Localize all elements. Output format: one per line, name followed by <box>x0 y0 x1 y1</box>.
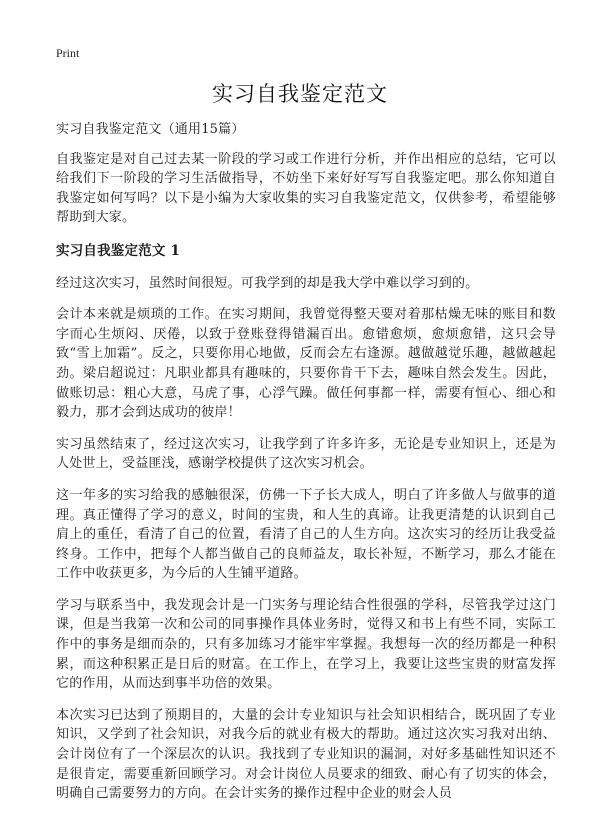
body-paragraph-3: 实习虽然结束了，经过这次实习，让我学到了许多许多，无论是专业知识上，还是为人处世上，受益匪浅，感谢学校提供了这次实习机会。 <box>56 436 556 472</box>
print-label: Print <box>56 46 80 60</box>
body-paragraph-5: 学习与联系当中，我发现会计是一门实务与理论结合性很强的学科，尽管我学过这门课，但是当我第一次和公司的同事操作具体业务时，觉得又和书上有些不同，实际工作中的事务是细而杂的，只有多加练习才能牢牢掌握。我想每一次的经历都是一种积累，而这种积累正是日后的财富。在工作上，在学习上，我要让这些宝贵的财富发挥它的作用，从而达到事半功倍的效果。 <box>56 597 556 692</box>
body-paragraph-1: 经过这次实习，虽然时间很短。可我学到的却是我大学中难以学习到的。 <box>56 275 479 291</box>
body-paragraph-4: 这一年多的实习给我的感触很深，仿佛一下子长大成人，明白了许多做人与做事的道理。真正懂得了学习的意义，时间的宝贵，和人生的真谛。让我更清楚的认识到自己肩上的重任，看清了自己的位置，看清了自己的人生方向。这次实习的经历让我受益终身。工作中，把每个人都当做自己的良师益友，取长补短，不断学习，那么才能在工作中收获更多，为今后的人生铺平道路。 <box>56 487 556 582</box>
document-body <box>56 120 556 816</box>
body-paragraph-6: 本次实习已达到了预期目的，大量的会计专业知识与社会知识相结合，既巩固了专业知识，又学到了社会知识，对我今后的就业有极大的帮助。通过这次实习我对出纳、会计岗位有了一个深层次的认识。我找到了专业知识的漏洞，对好多基础性知识还不是很肯定，需要重新回顾学习。对会计岗位人员要求的细致、耐心有了切实的体会，明确自己需要努力的方向。在会计实务的操作过程中企业的财会人员 <box>56 707 556 802</box>
section-heading: 实习自我鉴定范文 1 <box>56 242 181 259</box>
body-paragraph-2: 会计本来就是烦琐的工作。在实习期间，我曾觉得整天要对着那枯燥无味的账目和数字而心生烦闷、厌倦，以致于登账登得错漏百出。愈错愈烦，愈烦愈错，这只会导致“雪上加霜”。反之，只要你用心地做，反而会左右逢源。越做越觉乐趣，越做越起劲。梁启超说过：凡职业都具有趣味的，只要你肯干下去，趣味自然会发生。因此，做账切忌：粗心大意，马虎了事，心浮气躁。做任何事都一样，需要有恒心、细心和毅力，那才会到达成功的彼岸！ <box>56 307 556 421</box>
page-title: 实习自我鉴定范文 <box>212 82 388 106</box>
intro-paragraph: 自我鉴定是对自己过去某一阶段的学习或工作进行分析，并作出相应的总结，它可以给我们下一阶段的学习生活做指导，不妨坐下来好好写写自我鉴定吧。那么你知道自我鉴定如何写吗？以下是小编为大家收集的实习自我鉴定范文，仅供参考，希望能够帮助到大家。 <box>56 151 556 226</box>
document-subtitle: 实习自我鉴定范文（通用15篇） <box>56 122 245 137</box>
